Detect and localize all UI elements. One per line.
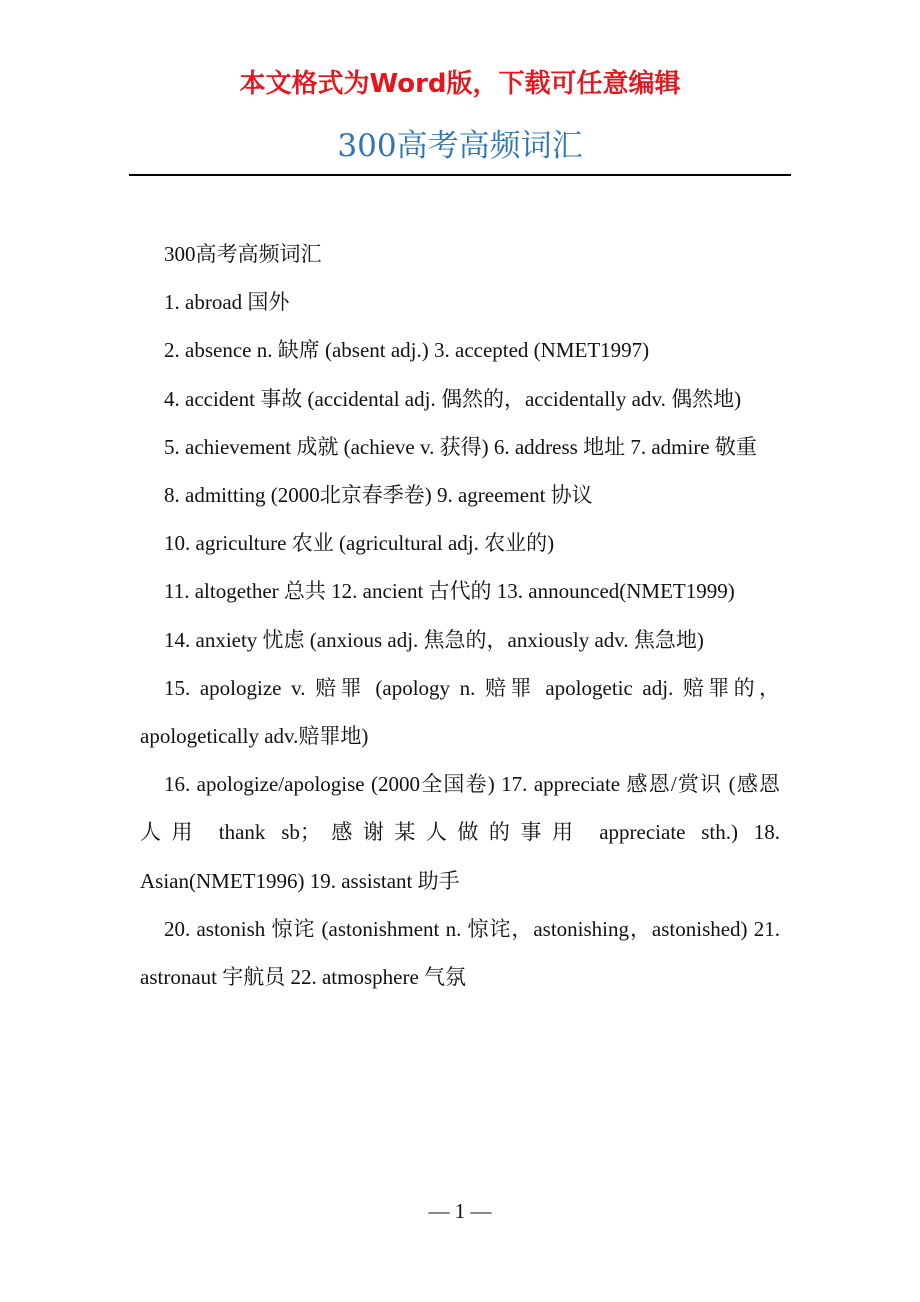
vocab-paragraph-10: 16. apologize/apologise (2000全国卷) 17. appreciate 感恩/赏识 (感恩人用 thank sb；感谢某人做的事用 appreciate sth.) 18. Asian(NMET1996) 19. assistant 助手 [140,772,780,893]
title-divider [129,174,791,176]
vocab-paragraph-11: 20. astonish 惊诧 (astonishment n. 惊诧，astonishing，astonished) 21. astronaut 宇航员 22. atmosphere 气氛 [140,916,780,990]
vocab-paragraph-7: 11. altogether 总共 12. ancient 古代的 13. announced(NMET1999) [164,579,735,604]
vocab-paragraph-8: 14. anxiety 忧虑 (anxious adj. 焦急的，anxiously adv. 焦急地) [164,627,704,652]
vocab-paragraph-2: 2. absence n. 缺席 (absent adj.) 3. accepted (NMET1997) [164,338,650,363]
vocab-paragraph-4: 5. achievement 成就 (achieve v. 获得) 6. address 地址 7. admire 敬重 [164,434,757,459]
format-banner: 本文格式为Word版，下载可任意编辑 [239,69,681,99]
document-body [140,230,780,1001]
vocab-paragraph-5: 8. admitting (2000北京春季卷) 9. agreement 协议 [164,483,593,508]
body-heading: 300高考高频词汇 [164,242,322,266]
vocab-paragraph-1: 1. abroad 国外 [164,290,290,315]
vocab-paragraph-6: 10. agriculture 农业 (agricultural adj. 农业的) [164,531,555,556]
vocab-paragraph-9: 15. apologize v. 赔罪 (apology n. 赔罪 apologetic adj. 赔罪的，apologetically adv.赔罪地) [140,675,780,749]
document-title: 300高考高频词汇 [337,128,583,164]
page-number: — 1 — [428,1199,492,1223]
vocab-paragraph-3: 4. accident 事故 (accidental adj. 偶然的，accidentally adv. 偶然地) [164,386,742,411]
